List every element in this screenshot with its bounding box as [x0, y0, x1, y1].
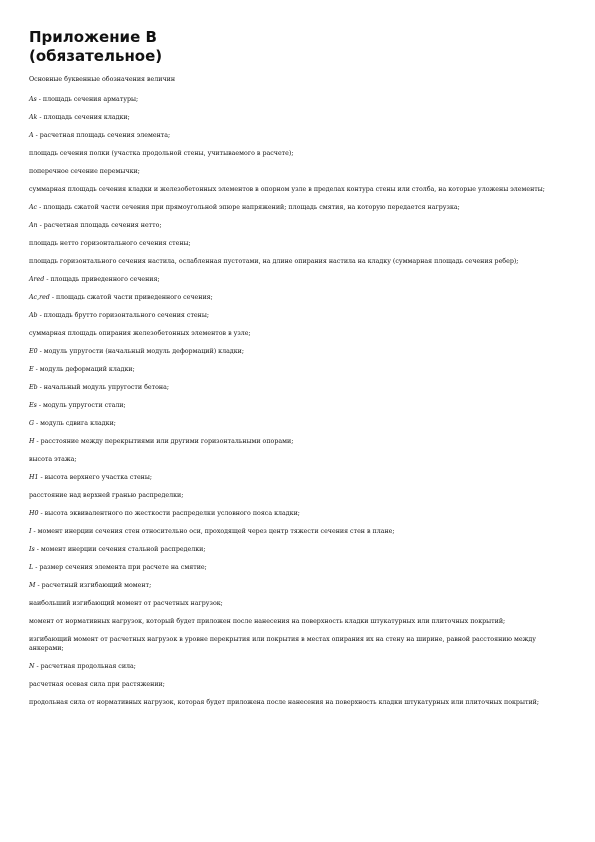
list-item: [29, 662, 563, 671]
list-item: [29, 149, 563, 158]
list-item: [29, 131, 563, 140]
definition: - размер сечения элемента при расчете на смятие;: [33, 564, 207, 571]
symbol: A: [29, 132, 34, 139]
symbol: Es: [29, 402, 37, 409]
definition: площадь сечения полки (участка продольной стены, учитываемого в расчете);: [29, 150, 294, 157]
title-line-2: (обязательное): [29, 47, 163, 65]
definition: - высота эквивалентного по жесткости распределки условного пояса кладки;: [38, 510, 300, 517]
list-item: [29, 563, 563, 572]
list-item: [29, 473, 563, 482]
list-item: [29, 491, 563, 500]
list-item: [29, 455, 563, 464]
definition: поперечное сечение перемычки;: [29, 168, 140, 175]
list-item: [29, 545, 563, 554]
list-item: [29, 239, 563, 248]
list-item: [29, 293, 563, 302]
definition: - модуль сдвига кладки;: [34, 420, 116, 427]
definition: - расстояние между перекрытиями или другими горизонтальными опорами;: [34, 438, 294, 445]
definition: - расчетный изгибающий момент;: [35, 582, 152, 589]
list-item: [29, 437, 563, 446]
symbol: E: [29, 366, 34, 373]
definition: высота этажа;: [29, 456, 77, 463]
list-item: [29, 383, 563, 392]
symbol: Is: [29, 546, 35, 553]
symbol: As: [29, 96, 37, 103]
definition: - площадь сжатой части сечения при прямоугольной эпюре напряжений; площадь смятия, на которую передается нагрузка;: [37, 204, 460, 211]
definition: расстояние над верхней гранью распределки;: [29, 492, 184, 499]
symbol: M: [29, 582, 36, 589]
symbol: H1: [29, 474, 39, 481]
symbol-list: [29, 95, 563, 707]
definition: изгибающий момент от расчетных нагрузок в уровне перекрытия или покрытия в местах опирания их на стену на ширине, равной расстоянию между анкерами;: [29, 636, 536, 652]
list-item: [29, 527, 563, 536]
definition: суммарная площадь опирания железобетонных элементов в узле;: [29, 330, 251, 337]
definition: - модуль упругости стали;: [36, 402, 126, 409]
list-item: [29, 275, 563, 284]
list-item: [29, 311, 563, 320]
definition: момент от нормативных нагрузок, который будет приложен после нанесения на поверхность кладки штукатурных или плиточных покрытий;: [29, 618, 506, 625]
definition: - площадь сечения арматуры;: [36, 96, 139, 103]
definition: - модуль упругости (начальный модуль деформаций) кладки;: [37, 348, 244, 355]
definition: - начальный модуль упругости бетона;: [37, 384, 169, 391]
list-item: [29, 617, 563, 626]
title-line-1: Приложение В: [29, 28, 157, 46]
symbol: E0: [29, 348, 38, 355]
definition: - высота верхнего участка стены;: [38, 474, 153, 481]
list-item: [29, 167, 563, 176]
definition: - площадь брутто горизонтального сечения стены;: [37, 312, 209, 319]
symbol: L: [29, 564, 34, 571]
definition: площадь горизонтального сечения настила, ослабленная пустотами, на длине опирания настила на кладку (суммарная площадь сечения ребер);: [29, 258, 519, 265]
definition: - модуль деформаций кладки;: [33, 366, 135, 373]
list-item: [29, 509, 563, 518]
definition: суммарная площадь сечения кладки и железобетонных элементов в опорном узле в пределах контура стены или столба, на которые уложены элементы;: [29, 186, 545, 193]
list-item: [29, 347, 563, 356]
list-item: [29, 203, 563, 212]
page-title: [29, 28, 563, 66]
symbol: Eb: [29, 384, 38, 391]
symbol: N: [29, 663, 35, 670]
definition: - площадь приведенного сечения;: [44, 276, 160, 283]
list-item: [29, 698, 563, 707]
list-item: [29, 599, 563, 608]
definition: наибольший изгибающий момент от расчетных нагрузок;: [29, 600, 223, 607]
definition: площадь нетто горизонтального сечения стены;: [29, 240, 191, 247]
list-item: [29, 113, 563, 122]
definition: - площадь сжатой части приведенного сечения;: [49, 294, 213, 301]
symbol: Ac: [29, 204, 38, 211]
symbol: Ac,red: [29, 294, 50, 301]
definition: - расчетная площадь сечения нетто;: [37, 222, 162, 229]
list-item: [29, 401, 563, 410]
symbol: I: [29, 528, 32, 535]
definition: - момент инерции сечения стальной распределки;: [34, 546, 206, 553]
definition: - расчетная площадь сечения элемента;: [33, 132, 171, 139]
symbol: H: [29, 438, 35, 445]
symbol: Ak: [29, 114, 38, 121]
list-item: [29, 635, 563, 653]
intro-text: Основные буквенные обозначения величин: [29, 76, 176, 83]
definition: - момент инерции сечения стен относительно оси, проходящей через центр тяжести сечения стен в плане;: [31, 528, 395, 535]
symbol: G: [29, 420, 35, 427]
list-item: [29, 419, 563, 428]
list-item: [29, 221, 563, 230]
symbol: Ab: [29, 312, 38, 319]
list-item: [29, 185, 563, 194]
list-item: [29, 95, 563, 104]
list-item: [29, 581, 563, 590]
symbol: Ared: [29, 276, 45, 283]
symbol: An: [29, 222, 38, 229]
definition: - площадь сечения кладки;: [37, 114, 130, 121]
list-item: [29, 365, 563, 374]
list-item: [29, 329, 563, 338]
definition: расчетная осевая сила при растяжении;: [29, 681, 165, 688]
definition: - расчетная продольная сила;: [34, 663, 136, 670]
definition: продольная сила от нормативных нагрузок, которая будет приложена после нанесения на поверхность кладки штукатурных или плиточных покрытий;: [29, 699, 539, 706]
symbol: H0: [29, 510, 39, 517]
list-item: [29, 257, 563, 266]
list-item: [29, 680, 563, 689]
